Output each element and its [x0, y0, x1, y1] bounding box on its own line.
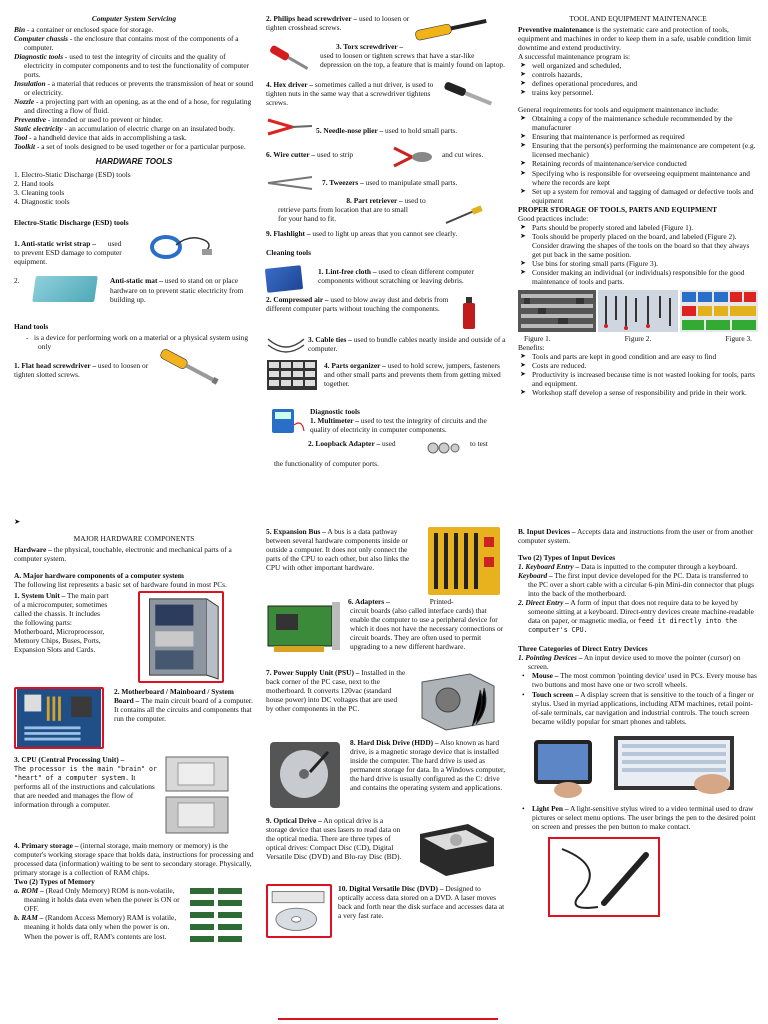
- flat-screwdriver-image: [154, 347, 224, 387]
- definition-item: [14, 133, 254, 142]
- hand-tools-desc: - is a device for performing work on a material or a physical system using only: [26, 332, 249, 351]
- system-unit-text: The main part of a microcomputer, sometimes called the chassis. It includes the following parts: Motherboard, Microprocessor, Memory Chips, Buses, Ports, Expansion Slots and Cards.: [14, 591, 109, 655]
- figure-1-caption: Figure 1.: [524, 333, 551, 343]
- retriever-text-b: retrieve parts from location that are to small for your hand to fit.: [278, 205, 408, 224]
- definition-text: - a material that reduces or prevents the transmission of heat or sound or electricity.: [24, 79, 254, 98]
- column-hardware-components: [14, 517, 254, 946]
- benefit-item: ➤ Tools and parts are kept in good condition and are easy to find: [532, 352, 758, 361]
- loopback-label: 2. Loopback Adapter –: [308, 439, 381, 449]
- adapters-text-a: Printed-: [429, 597, 454, 606]
- lint-label: 1. Lint-free cloth –: [318, 267, 377, 277]
- system-unit-label: 1. System Unit –: [14, 591, 66, 601]
- definition-text: - a container or enclosed space for storage.: [25, 25, 154, 35]
- benefits-list: [518, 352, 758, 397]
- retriever-label: 8. Part retriever –: [346, 196, 403, 205]
- tweezers-image: [266, 174, 316, 192]
- loopback-text-a: used: [380, 439, 396, 449]
- organizer-text: used to hold screw, jumpers, fasteners and other small parts and prevents them from getting mixed together.: [324, 361, 501, 389]
- motherboard: [14, 687, 254, 749]
- storage-item: ➤ Parts should be properly stored and labeled (Figure 1).: [532, 223, 758, 232]
- torx-text: used to loosen or tighten screws that have a star-like depression on the top, a feature that is mainly found on laptop.: [320, 51, 505, 70]
- program-item: ➤ defines operational procedures, and: [532, 79, 758, 88]
- figure-3-caption: Figure 3.: [725, 333, 752, 343]
- benefit-item: ➤ Productivity is increased because time is not wasted looking for tools, parts and equipment.: [532, 370, 758, 388]
- program-item: ➤ well organized and scheduled,: [532, 61, 758, 70]
- pointing-devices-text: An input device used to move the pointer (cursor) on screen.: [528, 653, 741, 672]
- cpu-text: It performs all of the instructions and calculations that are needed and manages the flow of information through a computer.: [14, 773, 155, 810]
- torx-screwdriver: [266, 42, 506, 76]
- direct-entry-text: A form of input that does not require data to be keyed by someone sitting at a keyboard. Direct-entry devices create machine-readable data on paper, or magnetic media, or: [528, 598, 754, 626]
- flashlight-text: used to light up areas that you cannot see clearly.: [310, 229, 458, 239]
- mouse-text: The most common 'pointing device' used in PCs. Every mouse has two buttons and most have one or two scroll wheels.: [532, 671, 757, 690]
- definition-text: - a handheld device that aids in accomplishing a task.: [27, 133, 187, 143]
- hard-disk-image: [266, 738, 344, 812]
- cpu-label: 3. CPU (Central Processing Unit) –: [14, 755, 125, 765]
- dvd-text: Designed to optically access data stored on a DVD. A laser moves back and forth near the disk surface and accesses data at a very fast rate.: [338, 884, 505, 921]
- cable-ties-image: [266, 335, 306, 355]
- hardware-label: Hardware –: [14, 545, 52, 555]
- system-unit-image: [138, 591, 224, 683]
- definition-text: - intended or used to prevent or hinder.: [46, 115, 163, 125]
- general-requirement-item: ➤ Ensuring that maintenance is performed as required: [532, 132, 758, 141]
- rom-label: a. ROM –: [14, 886, 44, 896]
- definition-term: Diagnostic tools: [14, 52, 64, 62]
- figure-2-image: [598, 290, 678, 332]
- hdd-text: Also known as hard drive, is a magnetic storage device that is installed inside the computer. The hard drive is used as permanent storage for data. In a Windows computer, the hard drive is usually configured as the C: drive and contains the operating system and applications.: [350, 738, 506, 793]
- primary-storage-label: 4. Primary storage –: [14, 841, 79, 851]
- definition-item: [14, 79, 254, 97]
- hard-disk-drive: [266, 738, 506, 812]
- keyboard-entry-label: 1. Keyboard Entry –: [518, 562, 580, 572]
- needle-label: 5. Needle-nose plier –: [316, 126, 384, 135]
- tweezers: [266, 174, 506, 192]
- rom-text: (Read Only Memory) ROM is non-volatile, meaning it holds data even when the power is ON or OFF.: [24, 886, 180, 914]
- dvd-drive-image: [266, 884, 332, 938]
- direct-entry: [518, 598, 758, 634]
- hdd-label: 8. Hard Disk Drive (HDD) –: [350, 738, 439, 748]
- general-requirement-item: ➤ Set up a system for removal and tagging of damaged or defective tools and equipment: [532, 187, 758, 205]
- tablet-image: [528, 732, 600, 800]
- definition-term: Preventive: [14, 115, 47, 125]
- rom: [14, 886, 188, 913]
- parts-organizer-image: [266, 359, 318, 391]
- needle-nose-plier-image: [266, 114, 314, 140]
- storage-item: ➤ Consider making an individual (or individuals) responsible for the good maintenance of tools and parts.: [532, 268, 758, 286]
- tweezers-label: 7. Tweezers –: [322, 178, 364, 187]
- hardware-definition: [14, 545, 254, 563]
- figure-1-image: [518, 290, 596, 332]
- hardware-tool-item: 2. Hand tools: [14, 179, 54, 189]
- multimeter-label: 1. Multimeter –: [310, 416, 359, 426]
- organizer-label: 4. Parts organizer –: [324, 361, 386, 371]
- general-requirements-list: [518, 114, 758, 204]
- retriever-text-a: used to: [402, 196, 426, 205]
- definition-text: - an accumulation of electric charge on an insulated body.: [62, 124, 236, 134]
- primary-storage: [14, 841, 254, 877]
- mat-text: used to stand on or place hardware on to prevent static electricity from building up.: [110, 276, 244, 304]
- definition-term: Bin: [14, 25, 26, 35]
- general-requirement-item: ➤ Specifying who is responsible for overseeing equipment maintenance and where the records are kept: [532, 169, 758, 187]
- pointing-devices-list: [518, 671, 758, 725]
- loopback-text-c: the functionality of computer ports.: [274, 459, 379, 469]
- tweezers-text: used to manipulate small parts.: [363, 178, 458, 187]
- power-supply: [266, 668, 506, 734]
- benefit-item: ➤ Workshop staff develop a sense of responsibility and pride in their work.: [532, 388, 758, 397]
- ram-text: (Random Access Memory) RAM is volatile, meaning it holds data only when the power is on. When the power is off, RAM's contents are lost.: [24, 913, 177, 941]
- hardware-tools-heading: HARDWARE TOOLS: [95, 157, 173, 167]
- compressed-air: [266, 295, 506, 331]
- section-arrow: ➤: [14, 517, 21, 526]
- wire-cutter-image: [390, 144, 436, 170]
- esd-anti-static-mat: [14, 276, 254, 303]
- definition-item: [14, 34, 254, 52]
- optical-drive-image: [414, 816, 498, 880]
- philips-screwdriver: [266, 14, 506, 42]
- optical-drive-label: 9. Optical Drive –: [266, 816, 322, 826]
- wrist-strap-image: [146, 227, 216, 261]
- column-hand-tools: [266, 14, 506, 468]
- esd-heading: Electro-Static Discharge (ESD) tools: [14, 218, 129, 228]
- definition-term: Static electricity: [14, 124, 63, 134]
- pointing-devices-label: 1. Pointing Devices –: [518, 653, 583, 663]
- definition-term: Computer chassis: [14, 34, 69, 44]
- storage-item: ➤ Tools should be properly placed on the board, and labeled (Figure 2). Consider drawing the shapes of the tools on the board so that they always get put back in the same position.: [532, 232, 758, 259]
- lint-cloth-image: [265, 265, 303, 293]
- optical-drive: [266, 816, 506, 880]
- bus-text: A bus is a data pathway between several hardware components inside or outside a computer. It does not only connect the parts of the CPU to each other, but also links the CPU with other important hardware.: [266, 527, 410, 573]
- ram: [14, 913, 188, 940]
- hex-driver: [266, 80, 506, 110]
- multimeter-image: [266, 407, 306, 435]
- expansion-bus: [266, 527, 506, 595]
- wire-text-b: and cut wires.: [442, 150, 484, 159]
- primary-storage-text: (internal storage, main memory or memory) is the computer's working storage space that holds data, instructions for processing and processed data (information) waiting to be sent to secondary storage. Physically, primary storage is a collection of RAM chips.: [14, 841, 254, 878]
- touch-screen-images: [528, 732, 758, 800]
- definitions-list: [14, 25, 254, 151]
- air-text: used to blow away dust and debris from different computer parts without touching the components.: [266, 295, 449, 314]
- cleaning-heading: Cleaning tools: [266, 248, 311, 258]
- needle-nose-plier: [266, 114, 506, 140]
- definition-term: Insulation: [14, 79, 46, 89]
- flat-screwdriver-label: 1. Flat head screwdriver –: [14, 360, 97, 370]
- keyboard-entry-text: Data is inputted to the computer through a keyboard.: [579, 562, 738, 572]
- input-devices: [518, 527, 758, 545]
- wire-text-a: used to strip: [315, 150, 354, 159]
- diagnostic-heading: Diagnostic tools: [310, 407, 360, 417]
- psu-text: Installed in the back corner of the PC case, next to the motherboard. It converts 120vac (standard house power) into DC voltages that are used by other components in the PC.: [266, 668, 406, 714]
- compressed-air-image: [460, 295, 478, 331]
- pm-text: is the systematic care and protection of tools, equipment and machines in order to keep them in a safe, usable condition limit downtime and extend productivity.: [518, 25, 752, 53]
- column-maintenance: [518, 14, 758, 397]
- light-pen-list: [518, 804, 758, 831]
- expansion-bus-image: [428, 527, 500, 595]
- adapter-card-image: [266, 596, 344, 658]
- adapters: [266, 597, 506, 658]
- keyboard-text: The first input device developed for the PC. Data is transferred to the PC over a short cable with a circular 6-pin Mini-din connector that plugs into the back of the motherboard.: [528, 571, 754, 599]
- definition-text: - a set of tools designed to be used together or for a particular purpose.: [35, 142, 246, 152]
- definition-item: [14, 124, 254, 133]
- dvd-label: 10. Digital Versatile Disc (DVD) –: [338, 884, 444, 894]
- hardware-tool-item: 3. Cleaning tools: [14, 188, 65, 198]
- philips-screwdriver-image: [411, 14, 495, 42]
- keyboard-entry: [518, 562, 758, 571]
- program-item: ➤ controls hazards,: [532, 70, 758, 79]
- general-requirement-item: ➤ Obtaining a copy of the maintenance schedule recommended by the manufacturer: [532, 114, 758, 132]
- anti-static-mat-image: [32, 276, 98, 302]
- light-pen-text: A light-sensitive stylus wired to a video terminal used to draw pictures or select menu options. The user brings the pen to the desired point on screen and presses the pen button to make contact.: [532, 803, 756, 831]
- light-pen-item: [532, 804, 758, 831]
- definition-item: [14, 142, 254, 151]
- mouse-label: Mouse –: [532, 671, 559, 681]
- wire-label: 6. Wire cutter –: [266, 150, 316, 159]
- section-a: [14, 571, 254, 589]
- figure-3-image: [680, 290, 758, 332]
- esd-wrist-strap: [14, 239, 254, 266]
- wrist-strap-text: used to prevent ESD damage to computer equipment.: [14, 239, 122, 267]
- ram-chips-image: [188, 886, 246, 946]
- light-pen-image: [548, 837, 660, 917]
- system-unit: [14, 591, 254, 683]
- figure-2-caption: Figure 2.: [624, 333, 652, 343]
- section-a-heading: A. Major hardware components of a computer system: [14, 571, 184, 581]
- multimeter: [266, 407, 506, 435]
- memory-types: [14, 886, 254, 946]
- motherboard-image: [14, 687, 104, 749]
- hand-tools-heading: Hand tools: [14, 321, 49, 331]
- hardware-text: the physical, touchable, electronic and mechanical parts of a computer system.: [14, 545, 232, 564]
- hardware-tool-item: 4. Diagnostic tools: [14, 197, 70, 207]
- direct-entry-mono: feed it directly into the computer's CPU.: [528, 617, 738, 635]
- mouse-item: [532, 671, 758, 689]
- needle-text: used to hold small parts.: [383, 126, 458, 135]
- definition-term: Nozzle: [14, 97, 35, 107]
- page-title: Computer System Servicing: [91, 14, 177, 23]
- torx-screwdriver-image: [266, 42, 314, 76]
- lint-text: used to clean different computer components without scratching or leaving debris.: [318, 267, 474, 286]
- storage-figures: [518, 290, 758, 332]
- wire-cutter: [266, 144, 506, 170]
- general-requirement-item: ➤ Ensuring that the person(s) performing the maintenance are competent (e.g. licensed mechanic): [532, 141, 758, 159]
- definition-item: [14, 25, 254, 34]
- keyboard-label: Keyboard –: [518, 571, 553, 581]
- flashlight-label: 9. Flashlight –: [266, 229, 311, 239]
- touch-monitor-image: [604, 732, 754, 800]
- maintenance-title: TOOL AND EQUIPMENT MAINTENANCE: [569, 14, 707, 23]
- general-requirement-item: ➤ Retaining records of maintenance/service conducted: [532, 159, 758, 168]
- hex-driver-image: [441, 80, 499, 110]
- touch-screen-label: Touch screen –: [532, 689, 579, 699]
- program-intro: A successful maintenance program is:: [518, 52, 631, 62]
- parts-organizer: [266, 359, 506, 391]
- bus-label: 5. Expansion Bus –: [266, 527, 326, 536]
- next-page-peek: [278, 1018, 498, 1024]
- hardware-tool-item: 1. Electro-Static Discharge (ESD) tools: [14, 170, 131, 180]
- input-devices-text: Accepts data and instructions from the user or from another computer system.: [518, 527, 754, 546]
- motherboard-text: The main circuit board of a computer. It contains all the circuits and components that run the computer.: [114, 696, 253, 724]
- hardware-tools-list: [14, 170, 254, 206]
- input-devices-label: B. Input Devices –: [518, 527, 576, 536]
- touch-screen-text: A display screen that is sensitive to the touch of a finger or stylus. Used in myriad applications, including ATM machines, retail point-of-sale terminals, car navigation and industrial controls. The touch screen became wildly popular for smart phones and tablets.: [532, 689, 754, 726]
- hex-label: 4. Hex driver –: [266, 80, 314, 89]
- mat-label: Anti-static mat –: [110, 276, 163, 286]
- definition-term: Tool: [14, 133, 28, 143]
- ties-text: used to bundle cables neatly inside and outside of a computer.: [308, 335, 506, 354]
- wrist-strap-label: 1. Anti-static wrist strap –: [14, 239, 96, 249]
- column-input-devices: [518, 527, 758, 919]
- optical-drive-text: An optical drive is a storage device that uses lasers to read data on the optical media. There are three types of optical drives: Compact Disc (CD), Digital Versatile Disc (DVD) and Blu-ray Disc (BD).: [266, 816, 402, 862]
- philips-text: used to loosen or tighten crosshead screws.: [266, 14, 410, 33]
- definition-item: [14, 97, 254, 115]
- part-retriever: [266, 205, 506, 227]
- flat-screwdriver: [14, 361, 254, 387]
- pm-label: Preventive maintenance: [518, 25, 594, 35]
- direct-entry-categories-heading: Three Categories of Direct Entry Devices: [518, 644, 648, 654]
- definition-item: [14, 115, 254, 124]
- cpu-image: [160, 755, 236, 837]
- storage-heading: PROPER STORAGE OF TOOLS, PARTS AND EQUIPMENT: [518, 204, 718, 214]
- storage-list: [518, 223, 758, 286]
- definition-text: - a projecting part with an opening, as at the end of a hose, for regulating and directing a flow of fluid.: [24, 97, 252, 116]
- memory-types-heading: Two (2) Types of Memory: [14, 877, 95, 887]
- cpu: [14, 755, 254, 837]
- column-definitions: [14, 14, 254, 391]
- pointing-devices: [518, 653, 758, 671]
- loopback-text-b: to test: [470, 439, 488, 449]
- benefit-item: ➤ Costs are reduced.: [532, 361, 758, 370]
- dvd-drive: [266, 884, 506, 938]
- psu-label: 7. Power Supply Unit (PSU) –: [266, 668, 360, 678]
- section-a-intro: The following list represents a basic set of hardware found in most PCs.: [14, 580, 227, 590]
- mat-number: 2.: [14, 276, 20, 286]
- loopback-adapter-image: [426, 439, 460, 455]
- program-item: ➤ trains key personnel.: [532, 88, 758, 97]
- loopback-adapter: [266, 439, 506, 455]
- program-list: [518, 61, 758, 97]
- cable-ties: [266, 335, 506, 355]
- figure-captions: [518, 334, 758, 343]
- input-types-heading: Two (2) Types of Input Devices: [518, 553, 616, 563]
- part-retriever-title: [266, 196, 506, 205]
- hex-text: sometimes called a nut driver, is used to tighten nuts in the same way that a screwdriver tightens screws.: [266, 80, 434, 108]
- storage-intro: Good practices include:: [518, 213, 589, 223]
- adapters-label: 6. Adapters –: [348, 597, 390, 606]
- ties-label: 3. Cable ties –: [308, 335, 352, 345]
- direct-entry-label: 2. Direct Entry –: [518, 598, 569, 608]
- storage-item: ➤ Use bins for storing small parts (Figure 3).: [532, 259, 758, 268]
- part-retriever-image: [444, 205, 484, 227]
- power-supply-image: [414, 668, 500, 734]
- flashlight: [266, 229, 506, 238]
- torx-label: 3. Torx screwdriver –: [336, 42, 404, 51]
- definition-item: [14, 52, 254, 79]
- adapters-text-b: circuit boards (also called interface cards) that enable the computer to use a peripheral device for which it does not have the necessary connections or circuit boards. They are often used to permit upgrading to a new different hardware.: [350, 606, 504, 652]
- touch-screen-item: [532, 690, 758, 726]
- air-label: 2. Compressed air –: [266, 295, 329, 305]
- light-pen-label: Light Pen –: [532, 803, 569, 813]
- definition-text: - the enclosure that contains most of the components of a computer.: [24, 34, 239, 53]
- benefits-heading: Benefits:: [518, 342, 545, 352]
- definition-term: Toolkit: [14, 142, 36, 152]
- multimeter-text: used to test the integrity of circuits and the quality of electricity in computer components.: [310, 416, 487, 435]
- lint-free-cloth: [266, 267, 506, 291]
- philips-label: 2. Philips head screwdriver –: [266, 14, 358, 23]
- flat-screwdriver-text: used to loosen or tighten slotted screws.: [14, 360, 149, 379]
- motherboard-label: 2. Motherboard / Mainboard / System Board –: [114, 687, 234, 706]
- preventive-maintenance: [518, 25, 758, 52]
- ram-label: b. RAM –: [14, 913, 44, 923]
- major-hardware-heading: MAJOR HARDWARE COMPONENTS: [73, 534, 195, 544]
- general-intro: General requirements for tools and equipment maintenance include:: [518, 105, 719, 115]
- column-expansion: [266, 527, 506, 942]
- definition-text: - used to test the integrity of circuits and the quality of electricity in computer components and to test the functionality of computer ports.: [24, 52, 249, 80]
- cpu-mono: The processor is the main "brain" or "heart" of a computer system.: [14, 765, 157, 783]
- keyboard: [518, 571, 758, 598]
